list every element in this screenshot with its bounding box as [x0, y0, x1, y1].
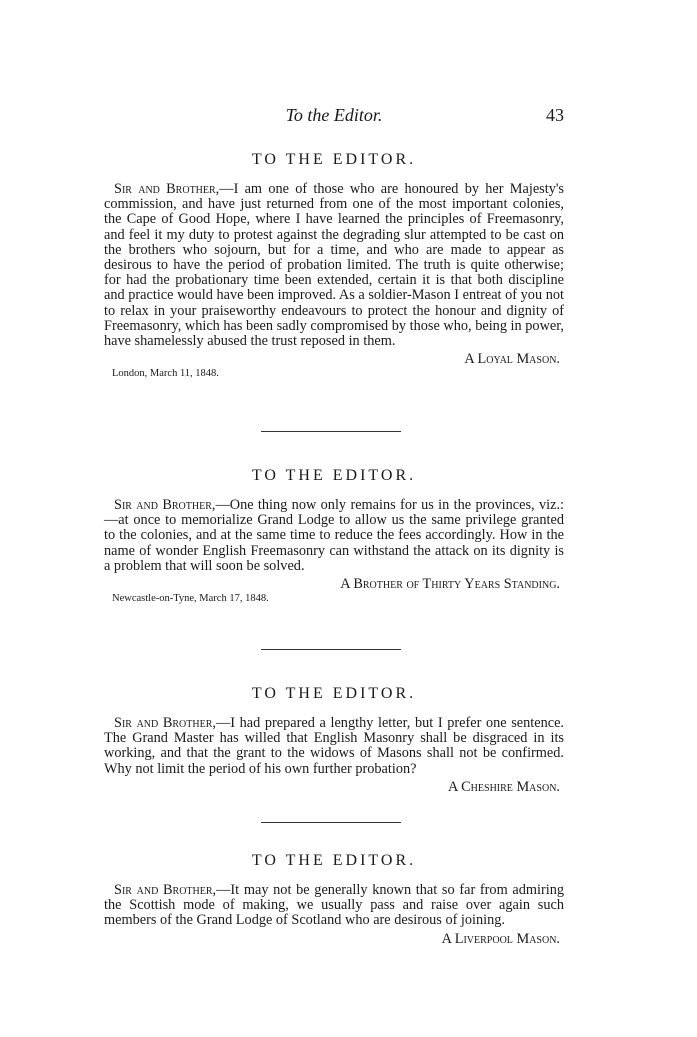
letter-3 [104, 684, 564, 795]
section-divider [261, 822, 401, 823]
letter-text: —It may not be generally known that so far from admiring the Scottish mode of making, we usually pass and raise over again such members of the Grand Lodge of Scotland who are desirous of joining. [104, 882, 565, 929]
letter-1 [104, 150, 564, 380]
letter-text: —I had prepared a lengthy letter, but I prefer one sentence. The Grand Master has willed that English Masonry shall be disgraced in its working, and that the grant to the widows of Masons shall not be confirmed. Why not limit the period of his own further probation? [104, 715, 565, 777]
letter-dateline: Newcastle-on-Tyne, March 17, 1848. [112, 593, 269, 605]
letter-body [104, 182, 564, 349]
letter-text: —One thing now only remains for us in the provinces, viz.:—at once to memorialize Grand Lodge to allow us the same privilege granted to the colonies, and at the same time to reduce the fees accordingly. How in the name of wonder English Freemasonry can withstand the attack on its dignity is a problem that will soon be solved. [104, 497, 564, 574]
page-number: 43 [546, 105, 564, 125]
letter-dateline: London, March 11, 1848. [112, 368, 219, 380]
letter-heading: TO THE EDITOR. [251, 151, 417, 168]
letter-salutation: Sir and Brother, [114, 882, 217, 898]
letter-salutation: Sir and Brother, [114, 497, 216, 513]
letter-2 [104, 466, 564, 605]
letter-heading: TO THE EDITOR. [251, 685, 417, 702]
letter-4 [104, 851, 564, 947]
letter-signature: A Brother of Thirty Years Standing. [340, 576, 560, 593]
letter-salutation: Sir and Brother, [114, 181, 220, 197]
letter-heading: TO THE EDITOR. [251, 467, 417, 484]
letter-text: —I am one of those who are honoured by her Majesty's commission, and have just returned from one of the most important colonies, the Cape of Good Hope, where I have learned the principles of Freemasonry, and feel it my duty to protest against the degrading slur attempted to be cast on the brothers who sojourn, but for a time, and who are made to appear as desirous to have the period of probation limited. The truth is quite otherwise; for had the probationary time been extended, certain it is that both discipline and practice would have been improved. As a soldier-Mason I entreat of you not to relax in your praiseworthy endeavours to protect the honour and dignity of Freemasonry, which has been sadly compromised by those who, being in power, have shamelessly abused the trust reposed in them. [104, 181, 564, 350]
letter-signature: A Liverpool Mason. [441, 930, 560, 947]
running-title: To the Editor. [285, 105, 383, 125]
letter-signature: A Cheshire Mason. [448, 778, 560, 795]
letter-body [104, 498, 564, 574]
letter-body [104, 883, 564, 929]
letter-salutation: Sir and Brother, [114, 715, 216, 731]
letter-heading: TO THE EDITOR. [251, 852, 417, 869]
letter-signature: A Loyal Mason. [464, 351, 560, 368]
letter-body [104, 716, 564, 777]
section-divider [261, 649, 401, 650]
section-divider [261, 431, 401, 432]
running-head [104, 105, 564, 127]
